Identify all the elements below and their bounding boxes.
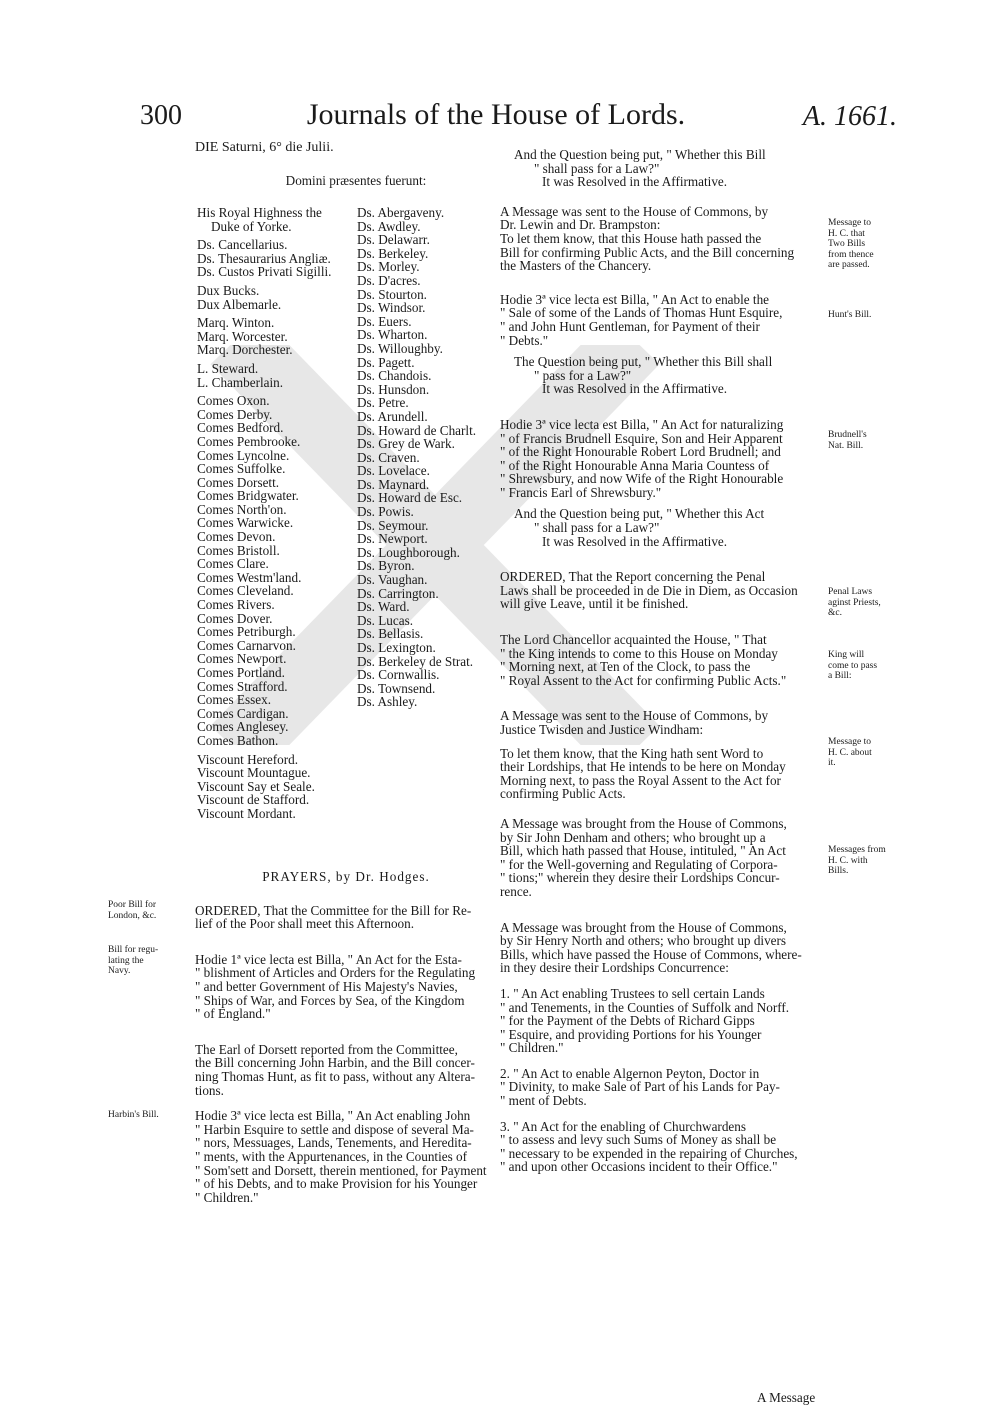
text-line: will give Leave, until it be finished. — [500, 596, 689, 612]
text-line: " Royal Assent to the Act for confirming Public Acts." — [500, 672, 787, 688]
lord-name: Comes Warwicke. — [197, 515, 294, 531]
left-body — [195, 870, 497, 1204]
lord-name: Comes Cardigan. — [197, 705, 289, 721]
text-line: " shall pass for a Law?" — [534, 520, 660, 536]
lord-name: Ds. Custos Privati Sigilli. — [197, 264, 332, 280]
margin-line: H. C. that — [828, 228, 865, 239]
text-line: " nors, Messuages, Lands, Tenements, and Heredita- — [195, 1135, 472, 1151]
lord-name: Ds. Ashley. — [357, 694, 418, 710]
text-line: " of his Debts, and to make Provision for his Younger — [195, 1176, 478, 1192]
lord-name: Ds. Howard de Charlt. — [357, 422, 477, 438]
lord-name: Ds. Powis. — [357, 504, 414, 520]
margin-line: lating the — [108, 955, 144, 966]
margin-line: Brudnell's — [828, 430, 867, 440]
lord-name: Comes Petriburgh. — [197, 624, 296, 640]
paragraph-act-1 — [500, 987, 825, 1055]
text-line: the Bill concerning John Harbin, and the Bill concer- — [195, 1055, 475, 1071]
lord-name: Ds. Byron. — [357, 558, 415, 574]
lord-name: L. Steward. — [197, 360, 259, 376]
text-line: 3. " An Act for the enabling of Churchwardens — [500, 1118, 746, 1134]
text-line: " Harbin Esquire to settle and dispose of several Ma- — [195, 1121, 474, 1137]
text-line: " ment of Debts. — [500, 1093, 587, 1109]
margin-line: Bill for regu- — [108, 945, 159, 955]
lord-name: Viscount Say et Seale. — [197, 778, 315, 794]
lord-name: Comes Strafford. — [197, 678, 288, 694]
text-line: 1. " An Act enabling Trustees to sell certain Lands — [500, 985, 765, 1001]
text-line: " of the Right Honourable Robert Lord Brudnell; and — [500, 444, 781, 460]
text-line: ORDERED, That the Committee for the Bill for Re- — [195, 902, 472, 918]
text-line: It was Resolved in the Affirmative. — [542, 533, 728, 549]
lord-name: Marq. Winton. — [197, 315, 275, 331]
lord-name: Ds. Hunsdon. — [357, 381, 430, 397]
lord-name: Comes Portland. — [197, 665, 285, 680]
lord-name: Ds. Chandois. — [357, 368, 432, 384]
text-line: " and better Government of His Majesty's Navies, — [195, 978, 458, 994]
lord-name: Ds. Stourton. — [357, 286, 427, 302]
text-line: A Message was sent to the House of Commons, by — [500, 203, 769, 219]
lord-name: Comes Dover. — [197, 610, 273, 626]
lord-name: Ds. Awdley. — [357, 218, 421, 234]
paragraph-question-3 — [500, 507, 825, 548]
lord-name: Ds. Morley. — [357, 259, 420, 275]
lord-name: Ds. Cornwallis. — [357, 667, 440, 683]
text-line: ning Thomas Hunt, as fit to pass, without any Altera- — [195, 1068, 475, 1084]
paragraph-harbin-bill — [195, 1109, 497, 1204]
lord-name: Ds. Townsend. — [357, 680, 436, 696]
lord-name: Comes Cleveland. — [197, 583, 294, 599]
text-line: Bill for confirming Public Acts, and the Bill concerning — [500, 244, 795, 260]
text-line: confirming Public Acts. — [500, 786, 626, 802]
margin-note-king — [828, 650, 898, 682]
present-heading: Domini præsentes fuerunt: — [285, 173, 427, 188]
paragraph-message-commons-1 — [500, 205, 825, 273]
margin-line: H. C. with — [828, 855, 868, 866]
catchword: A Message — [757, 1390, 816, 1405]
text-line: It was Resolved in the Affirmative. — [542, 174, 728, 190]
text-line: by Sir John Denham and others; who brought up a — [500, 829, 766, 845]
page-number: 300 — [140, 100, 182, 131]
text-line: 2. " An Act to enable Algernon Peyton, Doctor in — [500, 1065, 760, 1081]
lord-name: Comes Bridgwater. — [197, 488, 299, 504]
lord-name: Ds. Vaughan. — [357, 572, 428, 588]
lord-name: Viscount Hereford. — [197, 751, 299, 767]
margin-note-hunt — [828, 310, 898, 321]
left-column — [195, 140, 497, 202]
text-line: A Message was sent to the House of Commons, by — [500, 708, 769, 724]
lord-name: Ds. Ward. — [357, 599, 410, 615]
paragraph-denham-message — [500, 817, 825, 899]
lord-name: Comes Bedford. — [197, 420, 284, 436]
text-line: " Divinity, to make Sale of Part of his Lands for Pay- — [500, 1079, 780, 1095]
text-line: " Sale of some of the Lands of Thomas Hunt Esquire, — [500, 305, 783, 321]
lord-name: Ds. Thesaurarius Angliæ. — [197, 250, 331, 266]
margin-note-harbin — [108, 1110, 186, 1121]
text-line: Dr. Lewin and Dr. Brampston: — [500, 217, 661, 233]
lord-name: Comes Dorsett. — [197, 474, 280, 490]
lord-name: Dux Bucks. — [197, 282, 260, 298]
text-line: " ments, with the Appurtenances, in the Counties of — [195, 1148, 468, 1164]
paragraph-question-1 — [500, 148, 825, 189]
margin-note-brudnell — [828, 430, 898, 451]
text-line: " necessary to be expended in the repairing of Churches, — [500, 1145, 798, 1161]
margin-note-penal — [828, 587, 898, 619]
lord-name: Ds. Seymour. — [357, 517, 429, 533]
margin-line: are passed. — [828, 260, 870, 270]
lord-name: Ds. Craven. — [357, 449, 420, 465]
text-line: " Children." — [195, 1189, 259, 1205]
lord-name: Ds. Berkeley. — [357, 245, 429, 261]
margin-line: Messages from — [828, 845, 886, 855]
text-line: Hodie 1ª vice lecta est Billa, " An Act for the Esta- — [195, 951, 462, 967]
paragraph-brudnell-bill — [500, 418, 825, 500]
margin-note-messages-from — [828, 845, 898, 877]
text-line: Justice Twisden and Justice Windham: — [500, 722, 704, 737]
text-line: Hodie 3ª vice lecta est Billa, " An Act for naturalizing — [500, 416, 784, 432]
text-line: A Message was brought from the House of Commons, — [500, 815, 787, 831]
lord-name: Comes Oxon. — [197, 393, 270, 409]
text-line: And the Question being put, " Whether this Act — [514, 506, 765, 522]
date-line-text: DIE Saturni, 6° die Julii. — [195, 140, 334, 155]
margin-line: Navy. — [108, 966, 131, 976]
lord-name: Ds. Petre. — [357, 395, 409, 411]
prayers-line: PRAYERS, by Dr. Hodges. — [262, 869, 430, 884]
lord-name: Ds. Newport. — [357, 531, 428, 547]
margin-line: it. — [828, 758, 836, 768]
lord-name: Ds. Loughborough. — [357, 544, 460, 560]
margin-line: &c. — [828, 608, 842, 618]
journal-title: Journals of the House of Lords. — [306, 98, 686, 131]
lord-name: Viscount de Stafford. — [197, 792, 310, 808]
paragraph-hunt-bill — [500, 293, 825, 347]
text-line: " of Francis Brudnell Esquire, Son and Heir Apparent — [500, 430, 783, 446]
lords-list-col2 — [357, 206, 497, 709]
text-line: rence. — [500, 883, 532, 899]
text-line: A Message was brought from the House of Commons, — [500, 919, 787, 935]
paragraph-question-2 — [500, 355, 825, 396]
lord-name: Comes Suffolke. — [197, 461, 286, 477]
lord-name: Comes Devon. — [197, 529, 276, 545]
lord-name: Ds. Carrington. — [357, 585, 439, 601]
lord-name: Comes Anglesey. — [197, 719, 289, 735]
lord-name: Ds. Howard de Esc. — [357, 490, 463, 506]
lord-name: Marq. Dorchester. — [197, 342, 293, 358]
text-line: " and Tenements, in the Counties of Suffolk and Norff. — [500, 999, 790, 1015]
lord-name: Ds. Windsor. — [357, 300, 426, 316]
text-line: To let them know, that this House hath passed the — [500, 230, 762, 246]
lord-name: Ds. D'acres. — [357, 272, 421, 288]
text-line: " the King intends to come to this House on Monday — [500, 645, 778, 661]
text-line: The Lord Chancellor acquainted the House, " That — [500, 632, 767, 648]
text-line: Morning next, to pass the Royal Assent to the Act for — [500, 772, 781, 788]
lord-name: His Royal Highness the — [197, 205, 322, 220]
text-line: " Children." — [500, 1040, 564, 1056]
lord-name: Comes Bristoll. — [197, 542, 280, 558]
lord-name: Ds. Arundell. — [357, 408, 428, 424]
paragraph-message-commons-2 — [500, 709, 825, 736]
text-line: tions. — [195, 1082, 224, 1098]
paragraph-navy-bill — [195, 953, 497, 1021]
margin-note-message-hc — [828, 218, 898, 271]
margin-line: Message to — [828, 218, 872, 228]
text-line: " Morning next, at Ten of the Clock, to pass the — [500, 659, 751, 675]
margin-line: Two Bills — [828, 239, 866, 249]
text-line: Laws shall be proceeded in de Die in Diem, as Occasion — [500, 582, 798, 598]
lord-name: Ds. Lucas. — [357, 612, 414, 628]
lord-name: Viscount Mordant. — [197, 805, 296, 821]
text-line: " Debts." — [500, 332, 549, 348]
text-line: " tions;" wherein they desire their Lordships Concur- — [500, 870, 780, 886]
text-line: " for the Well-governing and Regulating of Corpora- — [500, 856, 778, 872]
lord-name: Comes Rivers. — [197, 597, 275, 613]
margin-line: King will — [828, 650, 865, 660]
lord-name: Ds. Bellasis. — [357, 626, 424, 642]
margin-note-poor-bill — [108, 900, 186, 921]
text-line: " of the Right Honourable Anna Maria Countess of — [500, 457, 770, 473]
margin-line: from thence — [828, 249, 874, 260]
text-line: their Lordships, that He intends to be here on Monday — [500, 759, 786, 775]
margin-line: Hunt's Bill. — [828, 310, 872, 320]
text-line: Hodie 3ª vice lecta est Billa, " An Act enabling John — [195, 1108, 471, 1124]
text-line: " to assess and levy such Sums of Money as shall be — [500, 1132, 777, 1148]
text-line: It was Resolved in the Affirmative. — [542, 381, 728, 397]
lord-name: Ds. Cancellarius. — [197, 237, 288, 253]
paragraph-penal-laws — [500, 570, 825, 611]
lords-list-col1 — [197, 206, 347, 821]
paragraph-king-assent — [500, 633, 825, 687]
text-line: ORDERED, That the Report concerning the Penal — [500, 569, 766, 585]
text-line: by Sir Henry North and others; who brought up divers — [500, 933, 787, 949]
margin-line: London, &c. — [108, 910, 157, 921]
text-line: To let them know, that the King hath sent Word to — [500, 745, 764, 761]
text-line: in they desire their Lordships Concurrence: — [500, 960, 729, 976]
lord-name: Comes Newport. — [197, 651, 287, 667]
lord-name: Comes Pembrooke. — [197, 433, 301, 449]
margin-note-navy — [108, 945, 186, 977]
lord-name: Ds. Pagett. — [357, 354, 415, 370]
paragraph-poor-bill — [195, 904, 497, 931]
text-line: " Esquire, and providing Portions for his Younger — [500, 1026, 762, 1042]
lord-name: Comes Derby. — [197, 406, 273, 422]
margin-line: Penal Laws — [828, 587, 873, 597]
margin-line: Nat. Bill. — [828, 440, 864, 451]
margin-note-message-about — [828, 737, 898, 769]
text-line: Bill, which hath passed that House, intituled, " An Act — [500, 843, 786, 859]
lord-name: Comes Clare. — [197, 556, 269, 572]
lord-name: Marq. Worcester. — [197, 328, 288, 344]
margin-line: a Bill: — [828, 671, 852, 681]
lord-name: Ds. Euers. — [357, 313, 412, 329]
text-line: " pass for a Law?" — [534, 367, 632, 383]
lord-name: L. Chamberlain. — [197, 374, 284, 390]
lord-name: Ds. Lovelace. — [357, 463, 430, 479]
lord-name: Ds. Abergaveny. — [357, 205, 445, 220]
margin-line: Message to — [828, 737, 872, 747]
margin-line: come to pass — [828, 660, 878, 671]
paragraph-let-them-know — [500, 747, 825, 801]
text-line: And the Question being put, " Whether this Bill — [514, 147, 766, 162]
paragraph-dorsett-report — [195, 1043, 497, 1097]
margin-line: Harbin's Bill. — [108, 1110, 159, 1120]
lord-name: Duke of Yorke. — [211, 218, 292, 234]
text-line: " of England." — [195, 1006, 271, 1022]
text-line: Hodie 3ª vice lecta est Billa, " An Act to enable the — [500, 291, 770, 307]
lord-name: Ds. Berkeley de Strat. — [357, 653, 474, 669]
text-line: the Masters of the Chancery. — [500, 258, 652, 274]
text-line: " blishment of Articles and Orders for the Regulating — [195, 965, 476, 981]
margin-line: Poor Bill for — [108, 900, 157, 910]
year-label: A. 1661. — [802, 101, 897, 132]
text-line: " Som'sett and Dorsett, therein mentioned, for Payment — [195, 1162, 487, 1178]
text-line: " and upon other Occasions incident to their Office." — [500, 1159, 778, 1175]
paragraph-act-2 — [500, 1067, 825, 1108]
margin-line: aginst Priests, — [828, 597, 881, 608]
margin-line: H. C. about — [828, 747, 872, 758]
right-column — [500, 148, 825, 1174]
lord-name: Ds. Lexington. — [357, 640, 436, 655]
text-line: " Shrewsbury, and now Wife of the Right Honourable — [500, 471, 784, 487]
text-line: lief of the Poor shall meet this Afternoon. — [195, 916, 415, 932]
lord-name: Comes North'on. — [197, 501, 287, 517]
lord-name: Comes Carnarvon. — [197, 637, 296, 653]
text-line: The Question being put, " Whether this Bill shall — [514, 354, 773, 370]
lord-name: Ds. Wharton. — [357, 327, 428, 343]
lord-name: Ds. Grey de Wark. — [357, 436, 455, 452]
lord-name: Comes Westm'land. — [197, 569, 302, 585]
text-line: " and John Hunt Gentleman, for Payment of their — [500, 318, 760, 334]
text-line: Bills, which have passed the House of Commons, where- — [500, 946, 802, 962]
text-line: The Earl of Dorsett reported from the Committee, — [195, 1041, 458, 1057]
lord-name: Comes Lyncolne. — [197, 447, 290, 463]
text-line: " shall pass for a Law?" — [534, 160, 660, 176]
lord-name: Comes Essex. — [197, 692, 271, 708]
lord-name: Viscount Mountague. — [197, 765, 311, 781]
paragraph-act-3 — [500, 1120, 825, 1174]
text-line: " Ships of War, and Forces by Sea, of the Kingdom — [195, 992, 465, 1008]
lord-name: Ds. Maynard. — [357, 476, 430, 492]
lord-name: Ds. Willoughby. — [357, 340, 443, 356]
text-line: " for the Payment of the Debts of Richard Gipps — [500, 1013, 755, 1029]
lord-name: Comes Bathon. — [197, 732, 279, 748]
text-line: " Francis Earl of Shrewsbury." — [500, 484, 662, 500]
lord-name: Dux Albemarle. — [197, 296, 282, 312]
date-line — [195, 140, 497, 170]
lord-name: Ds. Delawarr. — [357, 232, 430, 248]
paragraph-north-message — [500, 921, 825, 975]
margin-line: Bills. — [828, 866, 849, 876]
